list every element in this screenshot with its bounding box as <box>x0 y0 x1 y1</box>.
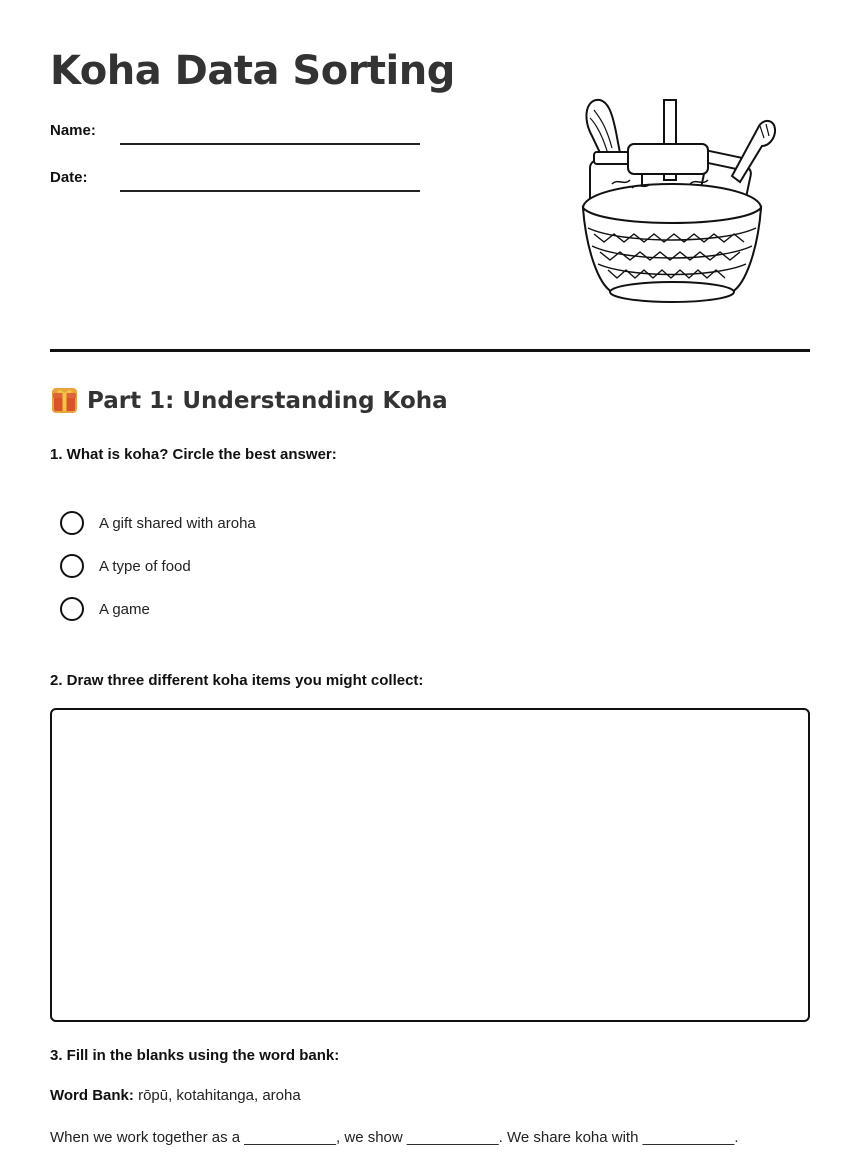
q1-option-3-text: A game <box>99 600 150 618</box>
date-label: Date: <box>50 169 88 186</box>
gift-icon <box>50 386 79 415</box>
word-bank <box>50 1087 301 1104</box>
koha-basket-icon <box>572 88 782 308</box>
q1-option-2-text: A type of food <box>99 557 191 575</box>
part1-title: Part 1: Understanding Koha <box>87 387 448 414</box>
q1-option-1-text: A gift shared with aroha <box>99 514 256 532</box>
q1-option-1[interactable] <box>60 511 256 535</box>
q1-option-2[interactable] <box>60 554 191 578</box>
page-title: Koha Data Sorting <box>50 48 455 94</box>
radio-circle[interactable] <box>60 554 84 578</box>
question-3-label: 3. Fill in the blanks using the word bank: <box>50 1047 340 1064</box>
radio-circle[interactable] <box>60 511 84 535</box>
question-1-label: 1. What is koha? Circle the best answer: <box>50 446 337 463</box>
question-2-label: 2. Draw three different koha items you might collect: <box>50 672 424 689</box>
part1-heading <box>50 386 448 415</box>
name-field[interactable] <box>120 143 420 145</box>
q1-option-3[interactable] <box>60 597 150 621</box>
section-divider <box>50 349 810 352</box>
fill-in-sentence[interactable]: When we work together as a ___________, we show ___________. We share koha with ___________. <box>50 1129 739 1146</box>
word-bank-words: rōpū, kotahitanga, aroha <box>133 1087 301 1104</box>
radio-circle[interactable] <box>60 597 84 621</box>
name-label: Name: <box>50 122 96 139</box>
drawing-area[interactable] <box>50 708 810 1022</box>
date-field[interactable] <box>120 190 420 192</box>
word-bank-label: Word Bank: <box>50 1087 134 1104</box>
